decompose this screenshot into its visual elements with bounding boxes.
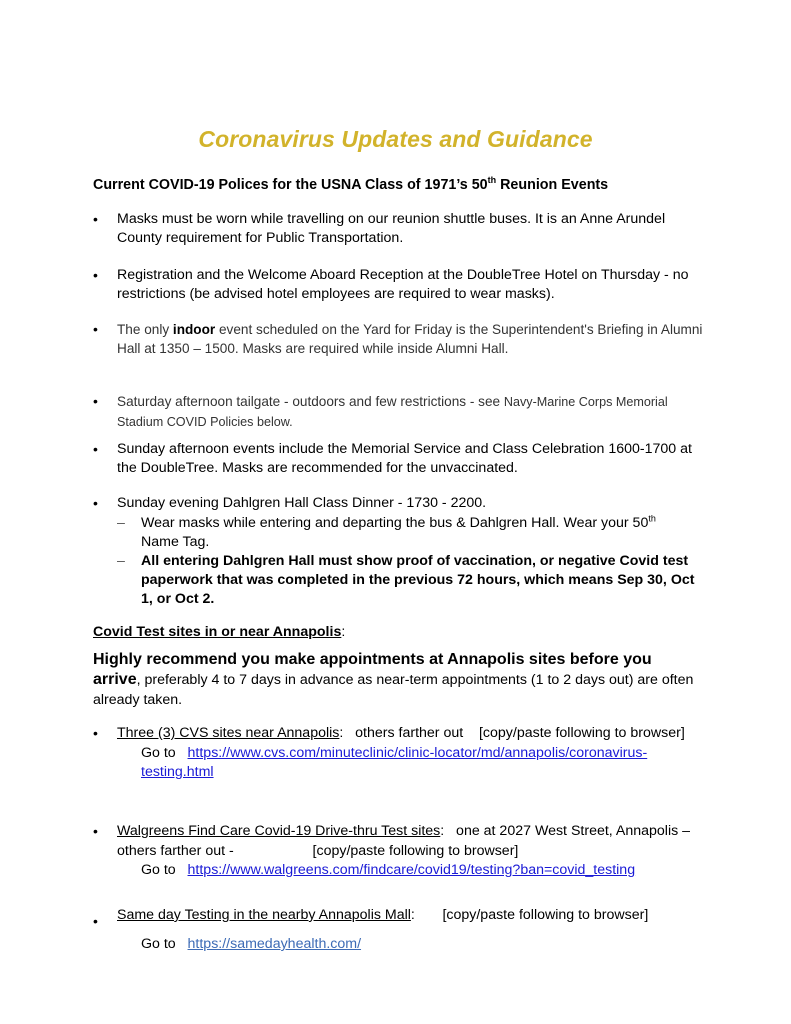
bullet-icon: • [93, 393, 98, 409]
test-sites-heading: Covid Test sites in or near Annapolis: [93, 624, 346, 640]
bullet-icon: • [93, 823, 98, 839]
samedayhealth-link[interactable]: https://samedayhealth.com/ [187, 936, 362, 952]
site-name: Walgreens Find Care Covid-19 Drive-thru Test sites [117, 823, 441, 839]
policy-subtitle: Current COVID-19 Polices for the USNA Class of 1971’s 50th Reunion Events [93, 175, 609, 193]
page-title: Coronavirus Updates and Guidance [198, 126, 593, 152]
bullet-icon: • [93, 913, 98, 929]
site-name: Three (3) CVS sites near Annapolis [117, 725, 340, 741]
policy-bullet-sunday-afternoon: • Sunday afternoon events include the Memorial Service and Class Celebration 1600-1700 at the DoubleTree. Masks are recommended for the unvaccinated. [93, 441, 692, 476]
appointment-recommendation: Highly recommend you make appointments at Annapolis sites before you arrive, preferably 4 to 7 days in advance as near-term appointments (1 to 2 days out) are often already taken. [93, 651, 694, 708]
bullet-icon: • [93, 211, 98, 227]
policy-bullet-friday-indoor: • The only indoor event scheduled on the Yard for Friday is the Superintendent's Briefing in Alumni Hall at 1350 – 1500. Masks are required while inside Alumni Hall. [93, 321, 703, 356]
site-name: Same day Testing in the nearby Annapolis Mall [117, 907, 411, 923]
sub-bullet-vaccination-proof: – All entering Dahlgren Hall must show proof of vaccination, or negative Covid test paperwork that was completed in the previous 72 hours, which means Sep 30, Oct 1, or Oct 2. [117, 553, 695, 607]
sub-bullet-wear-masks: – Wear masks while entering and departing the bus & Dahlgren Hall. Wear your 50th Name Tag. [117, 513, 656, 550]
test-site-walgreens: • Walgreens Find Care Covid-19 Drive-thru Test sites: one at 2027 West Street, Annapolis – others farther out - [copy/paste following to browser] Go to https://www.walgreens.com/findcare/covid19/testing?ban=covid_testing [93, 823, 694, 878]
dash-icon: – [117, 515, 125, 531]
policy-bullet-saturday-tailgate: • Saturday afternoon tailgate - outdoors and few restrictions - see Navy-Marine Corps Memorial Stadium COVID Policies below. [93, 393, 668, 429]
walgreens-link[interactable]: https://www.walgreens.com/findcare/covid19/testing?ban=covid_testing [187, 862, 636, 878]
bullet-icon: • [93, 441, 98, 457]
cvs-link[interactable]: https://www.cvs.com/minuteclinic/clinic-locator/md/annapolis/coronavirus-testing.html [141, 744, 648, 780]
test-site-sameday: • Same day Testing in the nearby Annapolis Mall: [copy/paste following to browser] Go to https://samedayhealth.com/ [93, 907, 649, 952]
test-site-cvs: • Three (3) CVS sites near Annapolis: others farther out [copy/paste following to browser] Go to https://www.cvs.com/minuteclinic/clinic-locator/md/annapolis/coronavirus-testing.html [93, 725, 685, 780]
bullet-icon: • [93, 495, 98, 511]
bullet-icon: • [93, 725, 98, 741]
policy-bullet-registration: • Registration and the Welcome Aboard Reception at the DoubleTree Hotel on Thursday - no restrictions (be advised hotel employees are required to wear masks). [93, 267, 689, 302]
policy-bullet-sunday-dinner: • Sunday evening Dahlgren Hall Class Dinner - 1730 - 2200. [93, 495, 487, 511]
policy-bullet-shuttle-masks: • Masks must be worn while travelling on our reunion shuttle buses. It is an Anne Arundel County requirement for Public Transportation. [93, 211, 666, 246]
dash-icon: – [117, 553, 125, 569]
bullet-icon: • [93, 267, 98, 283]
bullet-icon: • [93, 321, 98, 337]
